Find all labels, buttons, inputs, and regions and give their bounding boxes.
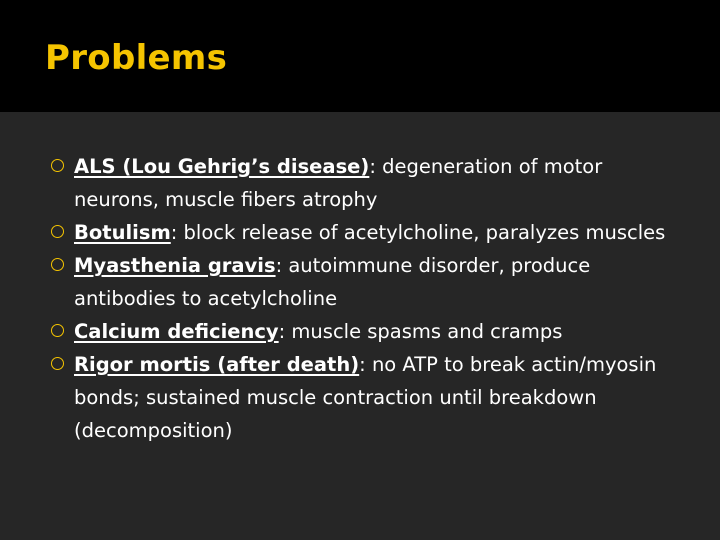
bullet-term: Rigor mortis (after death) bbox=[74, 353, 360, 376]
bullet-description: : degeneration of motor neurons, muscle fibers atrophy bbox=[74, 155, 603, 211]
slide-title: Problems bbox=[45, 38, 228, 78]
hollow-circle-bullet-icon bbox=[51, 324, 64, 337]
hollow-circle-bullet-icon bbox=[51, 357, 64, 370]
hollow-circle-bullet-icon bbox=[51, 159, 64, 172]
bullet-term: ALS (Lou Gehrig’s disease) bbox=[74, 155, 370, 178]
hollow-circle-bullet-icon bbox=[51, 258, 64, 271]
bullet-description: : autoimmune disorder, produce antibodies to acetylcholine bbox=[74, 254, 591, 310]
slide-content bbox=[0, 112, 720, 540]
bullet-description: : no ATP to break actin/myosin bonds; sustained muscle contraction until breakdown (decomposition) bbox=[74, 353, 657, 442]
bullet-item-calcium-deficiency bbox=[48, 315, 688, 348]
bullet-item-als bbox=[48, 150, 688, 216]
bullet-term: Botulism bbox=[74, 221, 171, 244]
hollow-circle-bullet-icon bbox=[51, 225, 64, 238]
bullet-description: : block release of acetylcholine, paralyzes muscles bbox=[170, 221, 666, 244]
bullet-list bbox=[48, 150, 688, 447]
bullet-item-myasthenia-gravis bbox=[48, 249, 688, 315]
bullet-term: Calcium deficiency bbox=[74, 320, 279, 343]
title-bar bbox=[0, 0, 720, 112]
bullet-description: : muscle spasms and cramps bbox=[278, 320, 563, 343]
bullet-item-rigor-mortis bbox=[48, 348, 688, 447]
bullet-term: Myasthenia gravis bbox=[74, 254, 276, 277]
bullet-item-botulism bbox=[48, 216, 688, 249]
